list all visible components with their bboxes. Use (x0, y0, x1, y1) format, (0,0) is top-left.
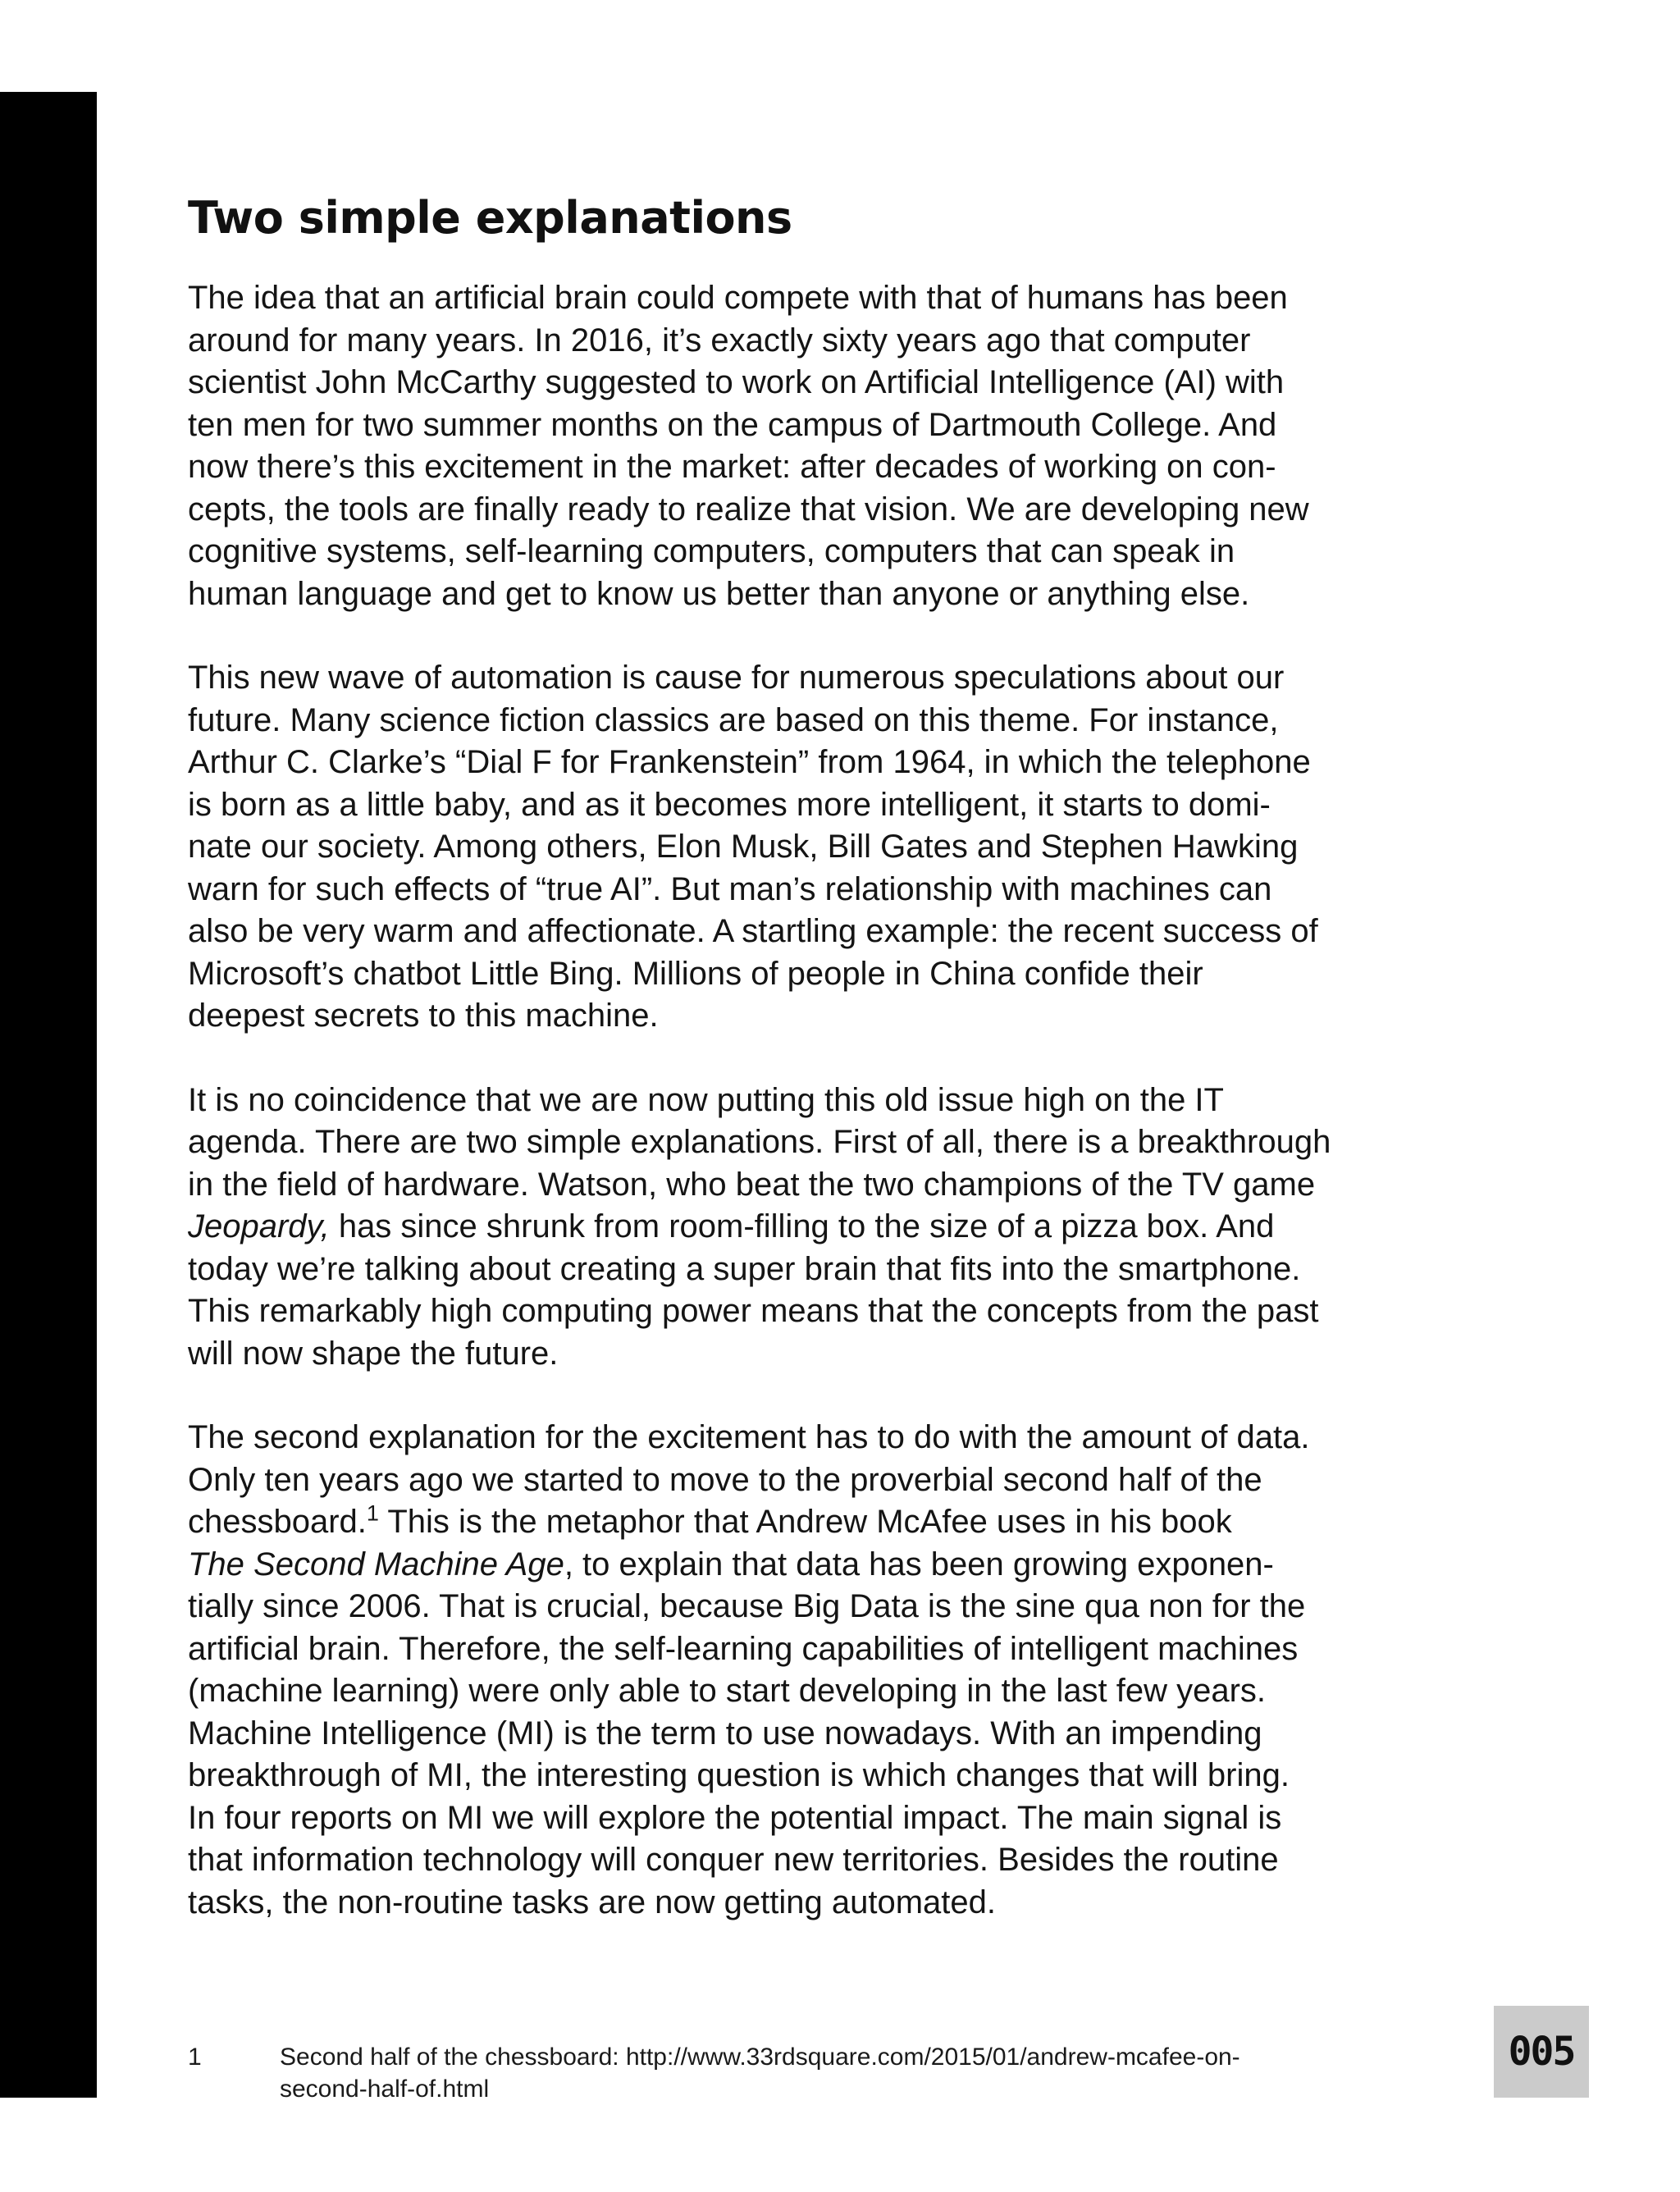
text-line-with-italic-title (188, 1544, 1459, 1587)
text-line: around for many years. In 2016, it’s exactly sixty years ago that computer (188, 322, 1251, 358)
text-line: This new wave of automation is cause for numerous speculations about our (188, 660, 1285, 696)
text-line: It is no coincidence that we are now putting this old issue high on the IT (188, 1081, 1224, 1118)
italic-book-title: The Second Machine Age (188, 1546, 564, 1582)
text-line: tasks, the non-routine tasks are now getting automated. (188, 1884, 997, 1920)
footnote-reference-marker: 1 (366, 1500, 379, 1526)
text-line: Only ten years ago we started to move to the proverbial second half of the (188, 1461, 1262, 1498)
text-line: is born as a little baby, and as it becomes more intelligent, it starts to domi- (188, 786, 1271, 823)
text-line: will now shape the future. (188, 1335, 559, 1372)
text-line: deepest secrets to this machine. (188, 998, 659, 1034)
text-line: today we’re talking about creating a super brain that fits into the smartphone. (188, 1250, 1301, 1287)
text-line: ten men for two summer months on the campus of Dartmouth College. And (188, 406, 1277, 443)
text-line-with-italic-title (188, 1206, 1459, 1249)
text-line: tially since 2006. That is crucial, because Big Data is the sine qua non for the (188, 1588, 1306, 1624)
text-line: cepts, the tools are finally ready to realize that vision. We are developing new (188, 491, 1309, 527)
section-heading: Two simple explanations (188, 192, 792, 244)
text-line: cognitive systems, self-learning computers, computers that can speak in (188, 533, 1235, 569)
paragraph-1 (188, 277, 1459, 615)
text-line: In four reports on MI we will explore the potential impact. The main signal is (188, 1799, 1282, 1836)
text-line-start: chessboard. (188, 1504, 367, 1540)
text-line: human language and get to know us better than anyone or anything else. (188, 575, 1250, 612)
text-line: Arthur C. Clarke’s “Dial F for Frankenstein” from 1964, in which the telephone (188, 744, 1311, 780)
text-line-tail: has since shrunk from room-filling to the size of a pizza box. And (329, 1208, 1275, 1244)
text-line: artificial brain. Therefore, the self-learning capabilities of intelligent machines (188, 1630, 1299, 1667)
italic-show-title: Jeopardy, (188, 1208, 330, 1244)
footnote-text (280, 2041, 1379, 2105)
text-line: Microsoft’s chatbot Little Bing. Millions of people in China confide their (188, 955, 1203, 992)
paragraph-3 (188, 1080, 1459, 1376)
paragraph-4 (188, 1417, 1459, 1924)
page-number-box (1494, 2006, 1589, 2098)
text-line: future. Many science fiction classics are based on this theme. For instance, (188, 701, 1279, 738)
text-line-tail: , to explain that data has been growing exponen- (564, 1546, 1274, 1582)
footnote-number: 1 (188, 2044, 202, 2071)
text-line-tail: This is the metaphor that Andrew McAfee uses in his book (378, 1504, 1232, 1540)
text-line: The idea that an artificial brain could compete with that of humans has been (188, 280, 1288, 316)
text-line: also be very warm and affectionate. A startling example: the recent success of (188, 913, 1318, 949)
text-line: scientist John McCarthy suggested to work on Artificial Intelligence (AI) with (188, 364, 1285, 400)
page-number: 005 (1508, 2029, 1575, 2075)
text-line-with-footnote (188, 1501, 1459, 1544)
article-body (188, 190, 1459, 1966)
text-line: in the field of hardware. Watson, who beat the two champions of the TV game (188, 1166, 1316, 1203)
text-line: This remarkably high computing power means that the concepts from the past (188, 1293, 1319, 1329)
text-line: nate our society. Among others, Elon Musk, Bill Gates and Stephen Hawking (188, 829, 1299, 865)
left-edge-bar (0, 92, 97, 2098)
text-line: The second explanation for the excitement has to do with the amount of data. (188, 1419, 1310, 1455)
footnote-line: second-half-of.html (280, 2076, 490, 2103)
footnote-line: Second half of the chessboard: http://www.33rdsquare.com/2015/01/andrew-mcafee-on- (280, 2044, 1240, 2071)
text-line: (machine learning) were only able to start developing in the last few years. (188, 1673, 1267, 1709)
text-line: warn for such effects of “true AI”. But man’s relationship with machines can (188, 870, 1272, 907)
text-line: agenda. There are two simple explanations. First of all, there is a breakthrough (188, 1124, 1331, 1160)
text-line: now there’s this excitement in the market: after decades of working on con- (188, 449, 1276, 485)
text-line: breakthrough of MI, the interesting question is which changes that will bring. (188, 1757, 1290, 1793)
text-line: Machine Intelligence (MI) is the term to use nowadays. With an impending (188, 1715, 1262, 1751)
paragraph-2 (188, 657, 1459, 1038)
text-line: that information technology will conquer new territories. Besides the routine (188, 1842, 1279, 1878)
